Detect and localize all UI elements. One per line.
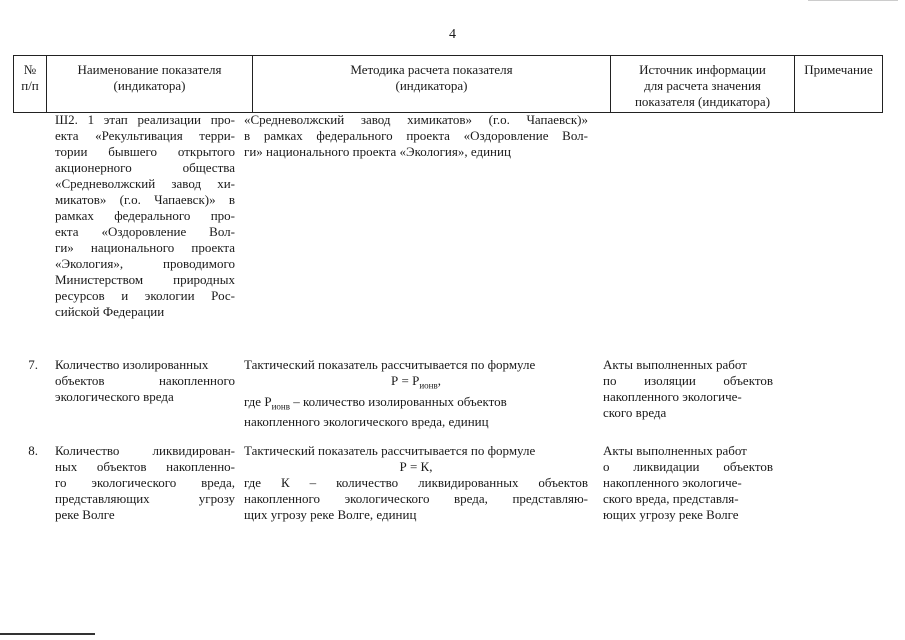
row8-method: Тактический показатель рассчитывается по формуле Р = К, где К – количество ликвидированных объектов накопленного экологического вреда, представляю- щих угрозу реке Волге, единиц	[244, 443, 588, 522]
header-number: № п/п	[13, 56, 46, 112]
row7-formula: $Р = Р_{ионв}$,	[391, 373, 441, 391]
row8-formula: Р = К,	[399, 459, 433, 474]
row8-number: 8.	[28, 443, 38, 458]
row7-number: 7.	[28, 357, 38, 372]
row7-where: где $Р_{ионв}$ – количество изолированных объектов	[244, 393, 507, 412]
continued-row-method: «Средневолжский завод химикатов» (г.о. Чапаевск)» в рамках федерального проекта «Оздоровление Вол- ги» национального проекта «Экология», единиц	[244, 112, 588, 159]
continued-row-name: Ш2. 1 этап реализации про- екта «Рекультивация терри- тории бывшего открытого акционерного общества «Средневолжский завод хи- микатов» (г.о. Чапаевск)» в рамках федерального про- екта «Оздоровление Вол- ги» национального проекта «Экология», проводимого Министерством природных ресурсов и экологии Рос- сийской Федерации	[55, 112, 235, 319]
scan-artifact	[808, 0, 898, 5]
header-source: Источник информации для расчета значения показателя (индикатора)	[610, 56, 794, 112]
table-header	[13, 55, 883, 113]
header-method: Методика расчета показателя (индикатора)	[252, 56, 610, 112]
scan-edge-line	[0, 633, 95, 635]
row7-source: Акты выполненных работ по изоляции объектов накопленного экологиче- ского вреда	[603, 357, 773, 420]
row7-method: Тактический показатель рассчитывается по формуле $Р = Р_{ионв}$, где $Р_{ионв}$ – количество изолированных объектов накопленного экологического вреда, единиц	[244, 357, 588, 430]
row7-name: Количество изолированных объектов накопленного экологического вреда	[55, 357, 235, 404]
header-indicator-name: Наименование показателя (индикатора)	[46, 56, 252, 112]
row8-source: Акты выполненных работ о ликвидации объектов накопленного экологиче- ского вреда, представля- ющих угрозу реке Волге	[603, 443, 773, 522]
row8-name: Количество ликвидирован- ных объектов накопленно- го экологического вреда, представляющих угрозу реке Волге	[55, 443, 235, 522]
page-number: 4	[449, 27, 456, 42]
header-note: Примечание	[794, 56, 883, 112]
